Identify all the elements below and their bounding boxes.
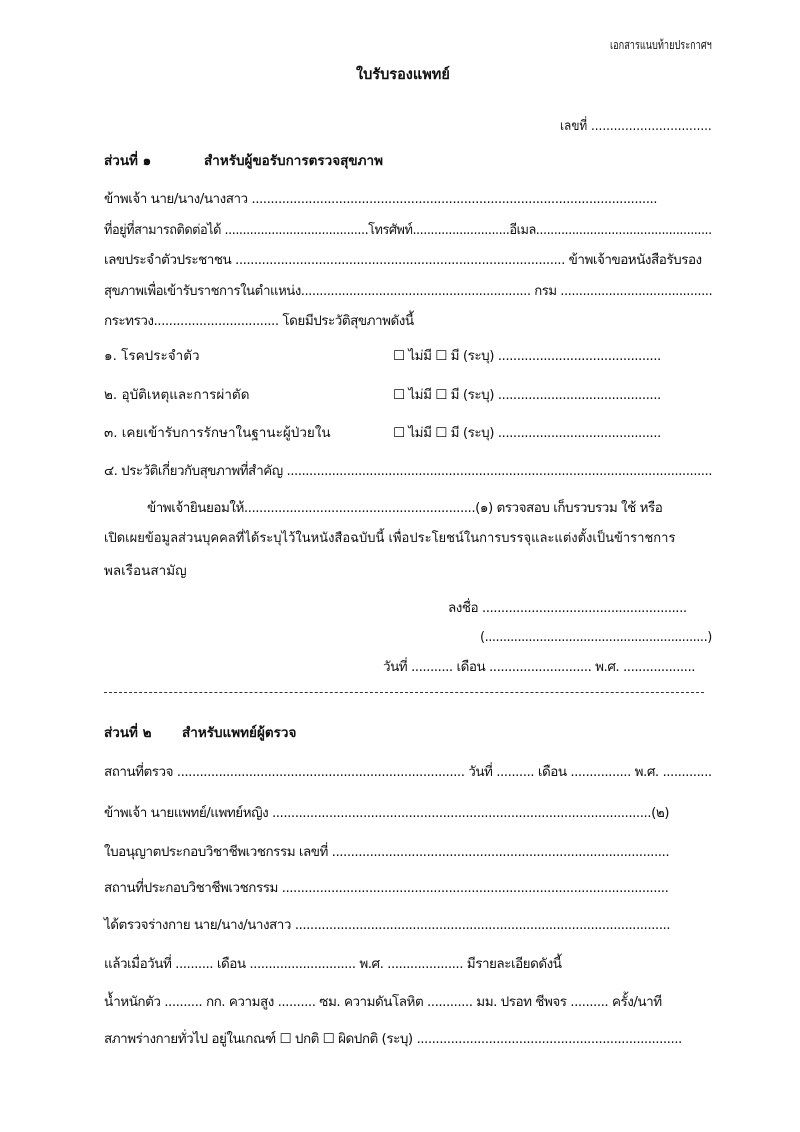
exam-date-line: แล้วเมื่อวันที่ .......... เดือน ............................ พ.ศ. .................... มีรายละเอียดดังนี้ (104, 956, 562, 972)
address-line: ที่อยู่ที่สามารถติดต่อได้ ........................................โทรศัพท์...........................อีเมล................................................. (104, 222, 712, 238)
signature-name-parentheses: (.............................................................) (480, 629, 712, 645)
health-question-3: ๓. เคยเข้ารับการรักษาในฐานะผู้ป่วยใน (104, 425, 331, 441)
document-number: เลขที่ ................................ (560, 118, 712, 134)
document-title: ใบรับรองแพทย์ (356, 67, 450, 83)
section2-heading-desc: สำหรับแพทย์ผู้ตรวจ (182, 725, 297, 741)
consent-line-1: ข้าพเจ้ายินยอมให้.............................................................(๑) ตรวจสอบ เก็บรวบรวม ใช้ หรือ (147, 500, 663, 516)
annex-label: เอกสารแนบท้ายประกาศฯ (610, 37, 712, 52)
doctor-name-line: ข้าพเจ้า นายแพทย์/แพทย์หญิง ....................................................................................................(๒) (104, 805, 670, 821)
signature-date-line: วันที่ ........... เดือน ........................... พ.ศ. ................... (383, 659, 696, 675)
health-question-2: ๒. อุบัติเหตุและการผ่าตัด (104, 387, 250, 403)
applicant-name-line: ข้าพเจ้า นาย/นาง/นางสาว ........................................................................................................... (104, 191, 658, 207)
health-question-4: ๔. ประวัติเกี่ยวกับสุขภาพที่สำคัญ ................................................................................................................. (104, 463, 713, 479)
exam-place-line: สถานที่ตรวจ ............................................................................ วันที่ .......... เดือน ................ พ.ศ. ............. (104, 764, 712, 780)
practice-place-line: สถานที่ประกอบวิชาชีพเวชกรรม ...................................................................................................... (104, 880, 669, 896)
section1-heading-desc: สำหรับผู้ขอรับการตรวจสุขภาพ (204, 153, 383, 169)
health-options-2: ☐ ไม่มี ☐ มี (ระบุ) ........................................... (393, 387, 661, 403)
signature-line: ลงชื่อ ...................................................... (448, 600, 687, 616)
health-question-1: ๑. โรคประจำตัว (104, 348, 200, 364)
section-divider (104, 692, 704, 693)
citizen-id-line: เลขประจำตัวประชาชน ....................................................................................... ข้าพเจ้าขอหนังสือรับรอง (104, 252, 702, 268)
vitals-line: น้ำหนักตัว .......... กก. ความสูง .......... ซม. ความดันโลหิต ............ มม. ปรอท ชีพจร .......... ครั้ง/นาที (104, 994, 662, 1010)
ministry-line: กระทรวง................................. โดยมีประวัติสุขภาพดังนี้ (104, 313, 414, 329)
license-number-line: ใบอนุญาตประกอบวิชาชีพเวชกรรม เลขที่ ......................................................................................... (104, 844, 670, 860)
consent-line-2: เปิดเผยข้อมูลส่วนบุคคลที่ได้ระบุไว้ในหนังสือฉบับนี้ เพื่อประโยชน์ในการบรรจุและแต่งตั้งเป็นข้าราชการ (104, 531, 676, 546)
health-options-1: ☐ ไม่มี ☐ มี (ระบุ) ........................................... (393, 348, 661, 364)
section2-heading: ส่วนที่ ๒ (104, 725, 152, 741)
position-line: สุขภาพเพื่อเข้ารับราชการในตำแหน่ง.............................................................. กรม ......................................... (104, 283, 713, 299)
examined-person-line: ได้ตรวจร่างกาย นาย/นาง/นางสาว ................................................................................................... (104, 917, 671, 933)
section1-heading: ส่วนที่ ๑ (104, 153, 152, 169)
consent-line-3: พลเรือนสามัญ (104, 563, 187, 579)
general-condition-line: สภาพร่างกายทั่วไป อยู่ในเกณฑ์ ☐ ปกติ ☐ ผิดปกติ (ระบุ) ...................................................................... (104, 1031, 682, 1047)
health-options-3: ☐ ไม่มี ☐ มี (ระบุ) ........................................... (393, 425, 661, 441)
